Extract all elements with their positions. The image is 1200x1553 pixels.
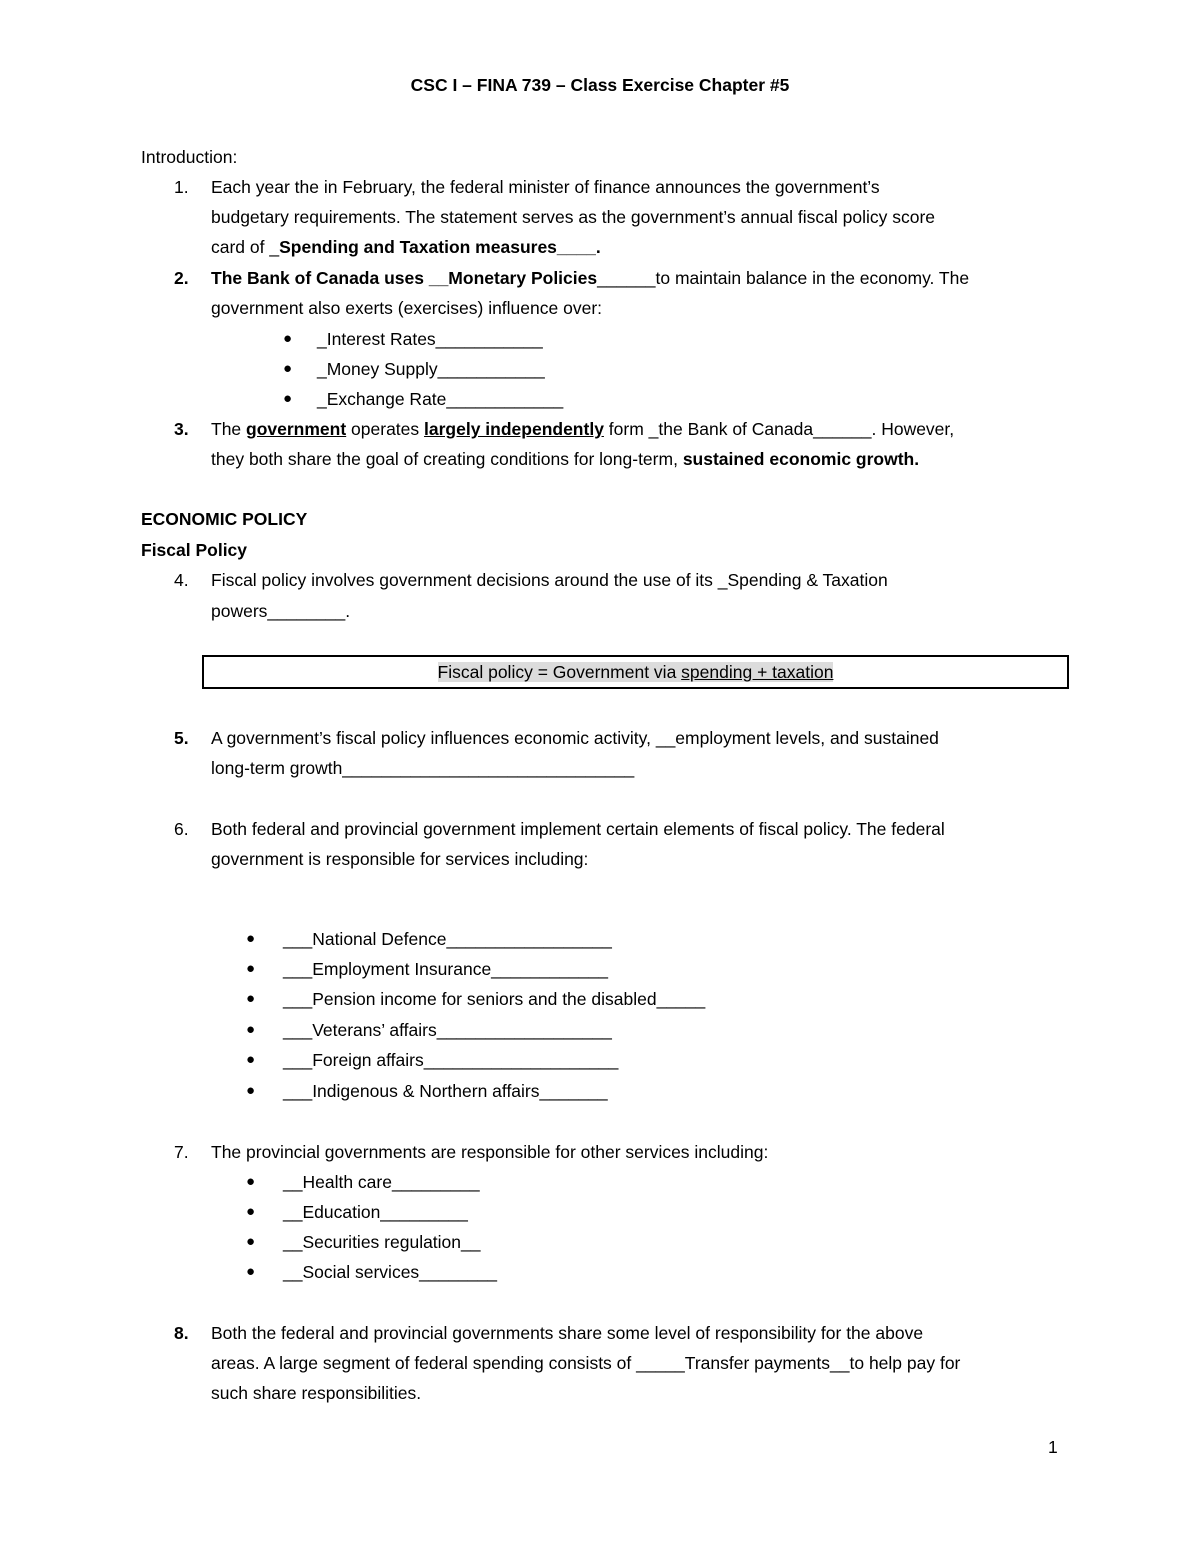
q8-line-3: such share responsibilities. bbox=[211, 1383, 422, 1403]
q1-line-3 bbox=[211, 236, 601, 258]
q3-government: government bbox=[246, 419, 347, 439]
bullet-icon: ● bbox=[246, 990, 256, 1007]
item-number: 8. bbox=[174, 1323, 189, 1343]
bullet-icon: ● bbox=[246, 1173, 256, 1190]
q1-line-1: Each year the in February, the federal minister of finance announces the government’s bbox=[211, 177, 880, 197]
bullet-icon: ● bbox=[246, 1021, 256, 1038]
q8-line-1: Both the federal and provincial governments share some level of responsibility for the above bbox=[211, 1323, 924, 1343]
page-title: CSC I – FINA 739 – Class Exercise Chapter #5 bbox=[410, 75, 790, 95]
bullet-icon: ● bbox=[246, 1051, 256, 1068]
list-item: _Money Supply___________ bbox=[317, 359, 545, 379]
page-number: 1 bbox=[1048, 1437, 1058, 1457]
list-item: __Social services________ bbox=[283, 1262, 498, 1282]
item-number: 2. bbox=[174, 268, 189, 288]
q3-text: they both share the goal of creating conditions for long-term, bbox=[211, 449, 683, 469]
list-item: ___National Defence_________________ bbox=[283, 929, 612, 949]
q2-line-1 bbox=[211, 267, 969, 289]
item-number: 1. bbox=[174, 177, 189, 197]
q2-line-1-bold: The Bank of Canada uses __Monetary Policies bbox=[211, 268, 598, 288]
fiscal-policy-box-text bbox=[204, 661, 1067, 683]
q3-text: form _the Bank of Canada______. However, bbox=[603, 419, 955, 439]
bullet-icon: ● bbox=[246, 1233, 256, 1250]
bullet-icon: ● bbox=[283, 360, 293, 377]
bullet-icon: ● bbox=[283, 330, 293, 347]
list-item: ___Veterans’ affairs__________________ bbox=[283, 1020, 612, 1040]
q3-line-1 bbox=[211, 418, 954, 440]
bullet-icon: ● bbox=[246, 1203, 256, 1220]
q6-line-2: government is responsible for services including: bbox=[211, 849, 589, 869]
item-number: 3. bbox=[174, 419, 189, 439]
list-item: __Health care_________ bbox=[283, 1172, 480, 1192]
q2-line-2: government also exerts (exercises) influence over: bbox=[211, 298, 603, 318]
q3-text: The bbox=[211, 419, 247, 439]
q3-largely-independently: largely independently bbox=[424, 419, 604, 439]
q1-line-2: budgetary requirements. The statement serves as the government’s annual fiscal policy score bbox=[211, 207, 936, 227]
q3-line-2 bbox=[211, 448, 919, 470]
q2-line-1-rest: ______to maintain balance in the economy. The bbox=[597, 268, 970, 288]
bullet-icon: ● bbox=[246, 1082, 256, 1099]
q6-line-1: Both federal and provincial government implement certain elements of fiscal policy. The federal bbox=[211, 819, 945, 839]
q5-line-1: A government’s fiscal policy influences economic activity, __employment levels, and sustained bbox=[211, 728, 939, 748]
fiscal-policy-box bbox=[202, 655, 1069, 689]
q3-text: operates bbox=[346, 419, 425, 439]
list-item: ___Foreign affairs____________________ bbox=[283, 1050, 619, 1070]
q1-answer: Spending and Taxation measures bbox=[279, 237, 557, 257]
q4-line-1: Fiscal policy involves government decisions around the use of its _Spending & Taxation bbox=[211, 570, 888, 590]
q4-line-2: powers________. bbox=[211, 601, 351, 621]
list-item: _Exchange Rate____________ bbox=[317, 389, 564, 409]
bullet-icon: ● bbox=[246, 960, 256, 977]
subsection-heading: Fiscal Policy bbox=[141, 540, 248, 560]
bullet-icon: ● bbox=[246, 930, 256, 947]
list-item: ___Indigenous & Northern affairs_______ bbox=[283, 1081, 608, 1101]
q1-line-3-prefix: card of _ bbox=[211, 237, 280, 257]
q3-sustained-growth: sustained economic growth. bbox=[682, 449, 920, 469]
list-item: _Interest Rates___________ bbox=[317, 329, 543, 349]
item-number: 7. bbox=[174, 1142, 189, 1162]
list-item: ___Pension income for seniors and the disabled_____ bbox=[283, 989, 706, 1009]
list-item: __Education_________ bbox=[283, 1202, 468, 1222]
intro-heading: Introduction: bbox=[141, 147, 238, 167]
box-prefix: Fiscal policy = Government via bbox=[437, 662, 682, 682]
q5-line-2: long-term growth______________________________ bbox=[211, 758, 635, 778]
bullet-icon: ● bbox=[283, 390, 293, 407]
bullet-icon: ● bbox=[246, 1263, 256, 1280]
list-item: __Securities regulation__ bbox=[283, 1232, 481, 1252]
q1-line-3-suffix: ____. bbox=[556, 237, 601, 257]
list-item: ___Employment Insurance____________ bbox=[283, 959, 608, 979]
item-number: 5. bbox=[174, 728, 189, 748]
section-heading: ECONOMIC POLICY bbox=[141, 509, 308, 529]
q8-line-2: areas. A large segment of federal spending consists of _____Transfer payments__to help pay for bbox=[211, 1353, 961, 1373]
box-underlined: spending + taxation bbox=[681, 662, 834, 682]
item-number: 4. bbox=[174, 570, 189, 590]
q7-line-1: The provincial governments are responsible for other services including: bbox=[211, 1142, 769, 1162]
item-number: 6. bbox=[174, 819, 189, 839]
